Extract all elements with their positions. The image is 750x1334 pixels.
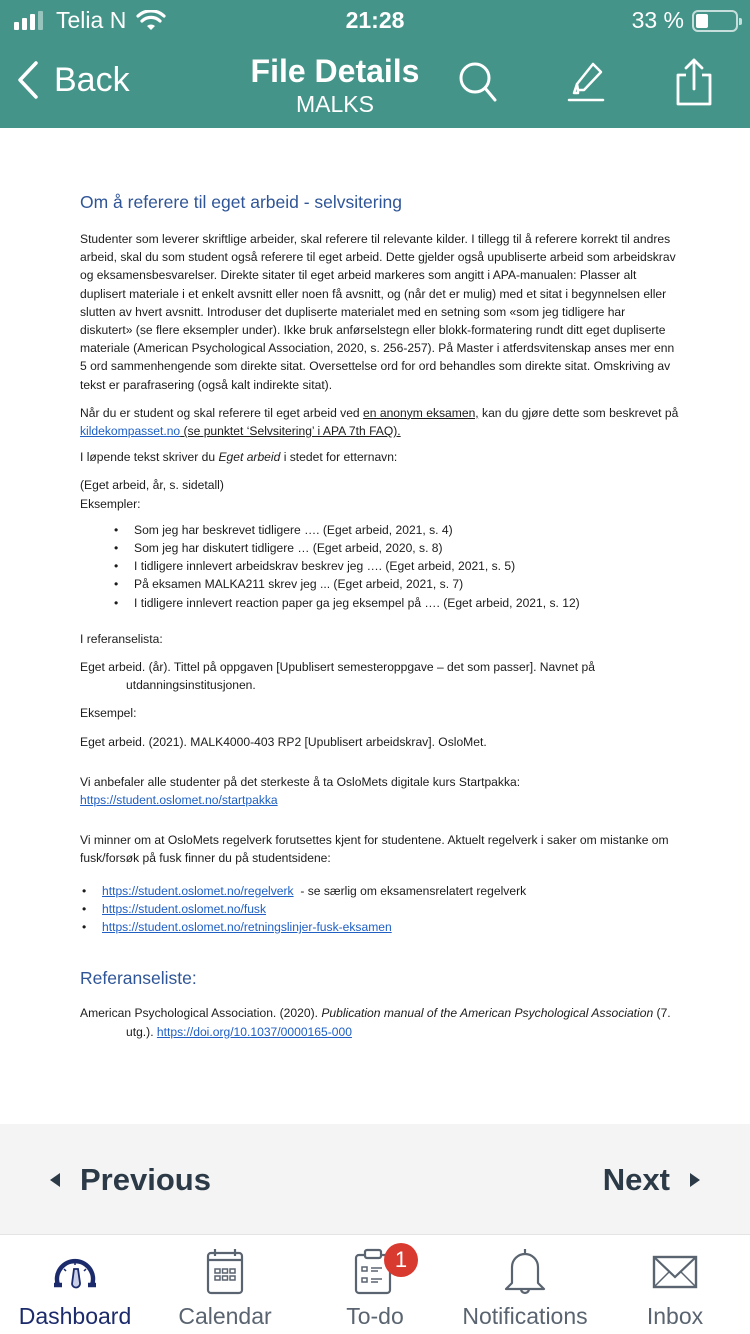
running-text-paragraph: I løpende tekst skriver du Eget arbeid i stedet for etternavn: bbox=[80, 450, 398, 465]
dashboard-gauge-icon bbox=[50, 1247, 100, 1295]
tab-notifications[interactable] bbox=[450, 1235, 600, 1334]
regelverk-links bbox=[80, 882, 680, 937]
list-item: • I tidligere innlevert reaction paper ga jeg eksempel på …. (Eget arbeid, 2021, s. 12) bbox=[80, 594, 680, 612]
pager bbox=[0, 1124, 750, 1234]
tab-label: To-do bbox=[346, 1303, 404, 1329]
anonymous-exam-paragraph: Når du er student og skal referere til eget arbeid ved en anonym eksamen, kan du gjøre dette som beskrevet på kildekompasset.no (se punktet ‘Selvsitering’ i APA 7th FAQ). bbox=[80, 405, 679, 439]
intro-paragraph: Studenter som leverer skriftlige arbeider, skal referere til relevante kilder. I tillegg til å referere korrekt til andres arbeid, skal du som student også referere til eget arbeid. Dette gjelder også upubliserte arbeid som arbeidskrav og eksamensbesvarelser. Direkte sitater til eget arbeid markeres som angitt i APA-manualen: Plasser alt duplisert materiale i et enkelt avsnitt eller noen få avsnitt, og (når det er mulig) med et sitat i begynnelsen eller slutten av hvert avsnitt. Introduser det dupliserte materialet med en setning som «som jeg tidligere har diskutert» (se flere eksempler under). Ikke bruk anførselstegn eller blokk-formatering rundt ditt eget dupliserte materiale (American Psychological Association, 2020, s. 256-257). På Master i atferdsvitenskap anses mer enn 5 ord sammenhengende som direkte sitat. Oversettelse ord for ord behandles som direkte sitat. Omskriving av tekst er parafrasering (også kalt indirekte sitat). bbox=[80, 232, 676, 392]
page-title bbox=[218, 52, 452, 118]
reflist-label: I referanselista: bbox=[80, 631, 163, 646]
envelope-icon bbox=[650, 1247, 700, 1295]
anonymous-exam-underlined: en anonym eksamen, bbox=[363, 405, 479, 420]
document-viewer[interactable] bbox=[0, 128, 750, 1124]
document-page bbox=[80, 190, 680, 1049]
chevron-left-icon bbox=[16, 60, 40, 100]
caret-right-icon bbox=[690, 1173, 700, 1187]
previous-button[interactable]: Previous bbox=[50, 1162, 211, 1198]
title: File Details bbox=[250, 53, 420, 89]
back-button[interactable] bbox=[16, 60, 130, 100]
battery-percent: 33 % bbox=[631, 7, 684, 33]
tab-calendar[interactable] bbox=[150, 1235, 300, 1334]
examples-list bbox=[80, 521, 680, 612]
todo-badge: 1 bbox=[384, 1243, 418, 1277]
next-button[interactable]: Next bbox=[603, 1162, 700, 1198]
references-heading: Referanseliste: bbox=[80, 968, 197, 989]
tab-todo[interactable] bbox=[300, 1235, 450, 1334]
example-label: Eksempel: bbox=[80, 706, 137, 721]
tab-label: Notifications bbox=[462, 1303, 588, 1329]
battery-icon bbox=[692, 10, 738, 32]
list-item: • Som jeg har beskrevet tidligere …. (Eget arbeid, 2021, s. 4) bbox=[80, 521, 680, 539]
ref-template: Eget arbeid. (år). Tittel på oppgaven [Upublisert semesteroppgave – det som passer]. Navnet på utdanningsinstitusjonen. bbox=[80, 660, 595, 693]
bottom-tab-bar bbox=[0, 1234, 750, 1334]
caret-left-icon bbox=[50, 1173, 60, 1187]
highlight-button[interactable] bbox=[562, 58, 610, 106]
kildekompasset-link[interactable]: kildekompasset.no bbox=[80, 424, 181, 439]
regelverk-paragraph: Vi minner om at OsloMets regelverk forutsettes kjent for studentene. Aktuelt regelverk i saker om mistanke om fusk/forsøk på fusk finner du på studentsidene: bbox=[80, 833, 669, 866]
document-heading: Om å referere til eget arbeid - selvsitering bbox=[80, 192, 402, 212]
status-bar bbox=[0, 0, 750, 40]
ref-example: Eget arbeid. (2021). MALK4000-403 RP2 [Upublisert arbeidskrav]. OsloMet. bbox=[80, 734, 487, 749]
retningslinjer-link[interactable]: https://student.oslomet.no/retningslinjer-fusk-eksamen bbox=[102, 920, 392, 935]
search-icon bbox=[456, 60, 500, 104]
startpakka-text: Vi anbefaler alle studenter på det sterkeste å ta OsloMets digitale kurs Startpakka: bbox=[80, 774, 521, 789]
tab-inbox[interactable] bbox=[600, 1235, 750, 1334]
list-item: • I tidligere innlevert arbeidskrav beskrev jeg …. (Eget arbeid, 2021, s. 5) bbox=[80, 557, 680, 575]
share-button[interactable] bbox=[670, 58, 718, 106]
clock: 21:28 bbox=[345, 7, 405, 33]
list-item bbox=[80, 918, 680, 936]
list-item: • På eksamen MALKA211 skrev jeg ... (Eget arbeid, 2021, s. 7) bbox=[80, 575, 680, 593]
list-item: • Som jeg har diskutert tidligere … (Eget arbeid, 2020, s. 8) bbox=[80, 539, 680, 557]
tab-label: Calendar bbox=[178, 1303, 272, 1329]
app-header bbox=[0, 0, 750, 128]
format-line: (Eget arbeid, år, s. sidetall) bbox=[80, 478, 224, 493]
tab-dashboard[interactable] bbox=[0, 1235, 150, 1334]
doi-link[interactable]: https://doi.org/10.1037/0000165-000 bbox=[156, 1024, 352, 1039]
startpakka-link[interactable]: https://student.oslomet.no/startpakka bbox=[80, 793, 278, 808]
regelverk-link[interactable]: https://student.oslomet.no/regelverk bbox=[102, 883, 294, 898]
reference-entry: American Psychological Association. (2020). Publication manual of the American Psychological Association (7. utg.). https://doi.org/10.1037/0000165-000 bbox=[80, 1006, 671, 1039]
search-button[interactable] bbox=[454, 58, 502, 106]
fusk-link[interactable]: https://student.oslomet.no/fusk bbox=[102, 901, 267, 916]
list-item: • https://student.oslomet.no/regelverk - se særlig om eksamensrelatert regelverk bbox=[80, 882, 680, 900]
subtitle: MALKS bbox=[296, 91, 374, 117]
carrier-name: Telia N bbox=[56, 7, 127, 33]
calendar-icon bbox=[200, 1247, 250, 1295]
tab-label: Inbox bbox=[646, 1303, 704, 1329]
highlighter-icon bbox=[564, 60, 608, 104]
examples-label: Eksempler: bbox=[80, 496, 141, 511]
share-icon bbox=[672, 57, 716, 107]
tab-label: Dashboard bbox=[18, 1303, 132, 1329]
bell-icon bbox=[500, 1247, 550, 1295]
list-item bbox=[80, 900, 680, 918]
back-label: Back bbox=[54, 60, 130, 99]
